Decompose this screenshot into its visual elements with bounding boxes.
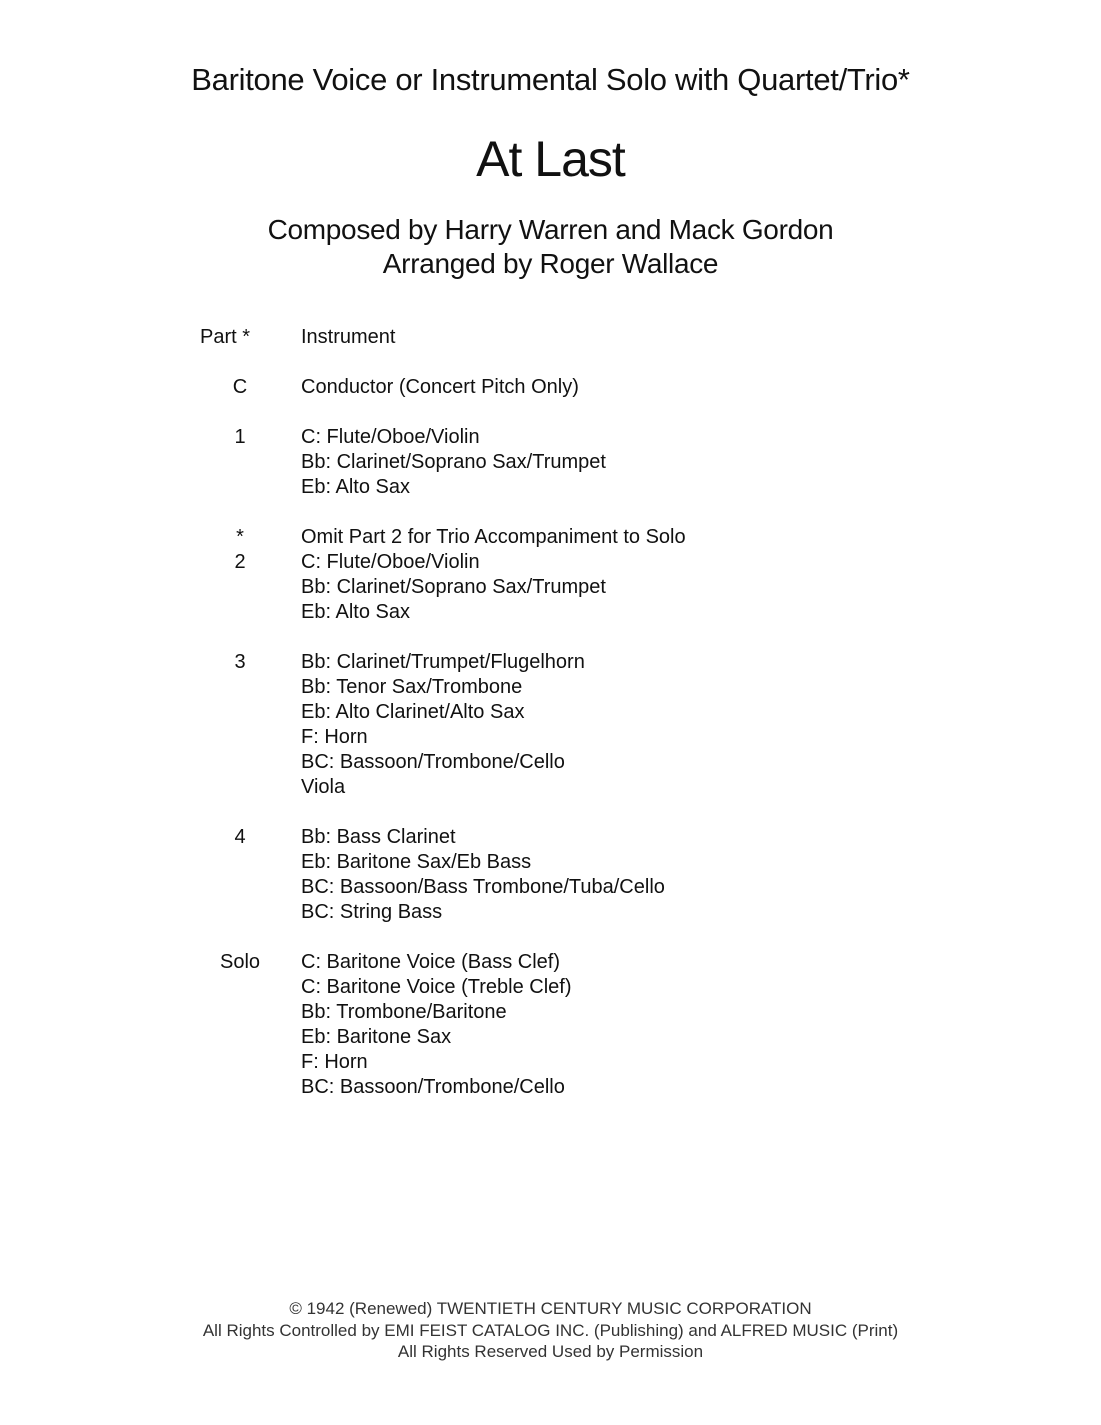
instrument-line: C: Baritone Voice (Bass Clef) (301, 951, 560, 973)
column-header-part: Part * (200, 326, 251, 348)
composer-credit: Composed by Harry Warren and Mack Gordon (267, 214, 834, 245)
table-row (0, 575, 1101, 600)
instrument-line: Eb: Baritone Sax/Eb Bass (301, 851, 532, 873)
instrument-line: F: Horn (301, 1051, 368, 1073)
instrument-line: Viola (301, 776, 346, 798)
table-row (0, 950, 1101, 975)
instrument-line: BC: String Bass (301, 901, 443, 923)
table-row (0, 700, 1101, 725)
page-subtitle: Baritone Voice or Instrumental Solo with Quartet/Trio* (191, 62, 910, 97)
part-label: * (236, 526, 244, 548)
table-row (0, 725, 1101, 750)
instrument-line: Bb: Clarinet/Trumpet/Flugelhorn (301, 651, 585, 673)
table-row (0, 1050, 1101, 1075)
part-label: C (232, 376, 248, 398)
instrument-line: Eb: Alto Clarinet/Alto Sax (301, 701, 525, 723)
table-row (0, 1075, 1101, 1100)
table-row (0, 450, 1101, 475)
table-row (0, 375, 1101, 400)
instrument-line: Omit Part 2 for Trio Accompaniment to Solo (301, 526, 686, 548)
rights-line: All Rights Controlled by EMI FEIST CATALOG INC. (Publishing) and ALFRED MUSIC (Print) (202, 1320, 899, 1340)
part-label: 3 (234, 651, 246, 673)
table-row (0, 650, 1101, 675)
table-row (0, 875, 1101, 900)
instrument-line: BC: Bassoon/Trombone/Cello (301, 751, 565, 773)
part-label: 4 (234, 826, 246, 848)
part-label: 1 (234, 426, 246, 448)
column-header-instrument: Instrument (301, 326, 396, 348)
instrument-line: Bb: Bass Clarinet (301, 826, 456, 848)
table-row (0, 1000, 1101, 1025)
instrument-line: Conductor (Concert Pitch Only) (301, 376, 579, 398)
page-title: At Last (476, 131, 625, 187)
instrument-line: Eb: Baritone Sax (301, 1026, 452, 1048)
instrument-line: F: Horn (301, 726, 368, 748)
permission-line: All Rights Reserved Used by Permission (397, 1342, 704, 1361)
part-label: 2 (234, 551, 246, 573)
instrument-line: C: Flute/Oboe/Violin (301, 426, 480, 448)
table-row (0, 975, 1101, 1000)
table-row (0, 475, 1101, 500)
table-row (0, 900, 1101, 925)
parts-table (0, 325, 1101, 1100)
table-row (0, 850, 1101, 875)
table-header-row (0, 325, 1101, 350)
instrument-line: Bb: Tenor Sax/Trombone (301, 676, 523, 698)
part-label: Solo (219, 951, 261, 973)
copyright-footer (0, 1298, 1101, 1363)
instrument-line: C: Baritone Voice (Treble Clef) (301, 976, 572, 998)
table-row (0, 600, 1101, 625)
table-row (0, 675, 1101, 700)
table-row (0, 1025, 1101, 1050)
table-row (0, 775, 1101, 800)
table-row (0, 425, 1101, 450)
instrument-line: Bb: Clarinet/Soprano Sax/Trumpet (301, 576, 606, 598)
instrument-line: Bb: Clarinet/Soprano Sax/Trumpet (301, 451, 606, 473)
table-row (0, 750, 1101, 775)
instrument-line: C: Flute/Oboe/Violin (301, 551, 480, 573)
table-row (0, 550, 1101, 575)
table-row (0, 525, 1101, 550)
credits (0, 213, 1101, 281)
instrument-line: Eb: Alto Sax (301, 476, 410, 498)
instrument-line: BC: Bassoon/Bass Trombone/Tuba/Cello (301, 876, 665, 898)
arranger-credit: Arranged by Roger Wallace (382, 248, 719, 279)
instrument-line: Bb: Trombone/Baritone (301, 1001, 507, 1023)
instrument-line: BC: Bassoon/Trombone/Cello (301, 1076, 565, 1098)
copyright-line: © 1942 (Renewed) TWENTIETH CENTURY MUSIC CORPORATION (289, 1299, 812, 1318)
table-row (0, 825, 1101, 850)
instrument-line: Eb: Alto Sax (301, 601, 410, 623)
